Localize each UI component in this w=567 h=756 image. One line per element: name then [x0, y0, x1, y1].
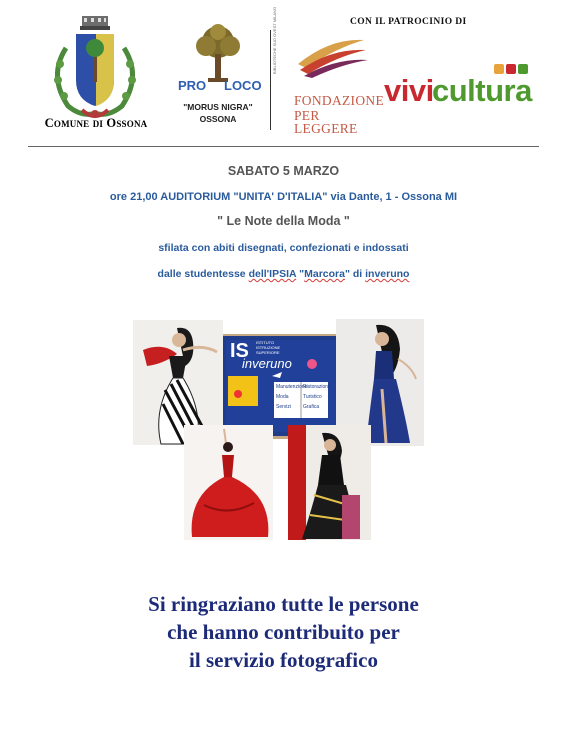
fondazione-line2: PER LEGGERE — [294, 108, 358, 136]
proloco-loco-word: LOCO — [224, 78, 262, 93]
event-description-1: sfilata con abiti disegnati, confezionati e indossati — [158, 242, 409, 254]
vivicultura-cultura-text: cultura — [432, 73, 532, 108]
poster-book-left-1: Manutenzione — [276, 384, 308, 390]
thanks-line-1: Si ringraziano tutte le persone — [148, 592, 419, 616]
photo-fashion-sketch-red-ballgown — [184, 425, 273, 540]
event-description-2 — [0, 268, 567, 280]
poster-book-left-3: Servizi — [276, 404, 292, 410]
vivicultura-vivi-text: vivi — [384, 73, 434, 108]
fondazione-line1: FONDAZIONE — [294, 93, 384, 108]
thanks-message — [0, 590, 567, 674]
proloco-sub-morus: "MORUS NIGRA" — [183, 102, 253, 112]
swoosh-icon — [278, 34, 370, 78]
thanks-line-3: il servizio fotografico — [189, 648, 378, 672]
event-venue: ore 21,00 AUDITORIUM "UNITA' D'ITALIA" via Dante, 1 - Ossona MI — [109, 191, 458, 203]
comune-label: Comune di Ossona — [44, 116, 148, 130]
patrocinio-label: CON IL PATROCINIO DI — [350, 17, 467, 27]
photo-school-poster — [212, 334, 347, 439]
poster-book-right-3: Grafica — [303, 404, 320, 410]
tree-icon — [172, 24, 264, 84]
vivicultura-logo — [384, 62, 544, 110]
poster-book-right-2: Turistico — [303, 394, 322, 400]
poster-school-line-3: SUPERIORE — [256, 350, 280, 355]
poster-school-line-1: ISTITUTO — [256, 340, 275, 345]
fondazione-vertical-text: BIBLIOTECHE SUD OVEST MILANO — [272, 6, 277, 74]
poster-book-left-2: Moda — [276, 394, 289, 400]
poster-logo-text: IS — [230, 340, 249, 362]
thanks-line-2: che hanno contribuito per — [167, 620, 400, 644]
desc2-di: " di — [344, 268, 366, 280]
proloco-logo — [172, 24, 264, 136]
desc2-inveruno: inveruno — [365, 268, 410, 280]
desc2-quote-open: " — [296, 268, 305, 280]
desc2-pre: dalle studentesse — [157, 268, 249, 280]
desc2-marcora: Marcora — [304, 268, 345, 280]
event-date: SABATO 5 MARZO — [227, 164, 340, 178]
poster-school-name: inveruno — [242, 356, 292, 371]
fondazione-per-leggere-logo — [272, 6, 384, 136]
desc2-ipsia: dell'IPSIA — [248, 268, 297, 280]
proloco-pro-word: PRO — [178, 78, 207, 93]
header-separator — [28, 146, 539, 147]
photo-fashion-sketch-black-dress — [288, 425, 371, 540]
proloco-sub-ossona: OSSONA — [199, 114, 237, 124]
event-title: " Le Note della Moda " — [217, 214, 350, 228]
poster-school-line-2: ISTRUZIONE — [256, 345, 281, 350]
header-divider-line — [270, 30, 271, 130]
poster-book-right-1: Ristorazione — [303, 384, 331, 390]
